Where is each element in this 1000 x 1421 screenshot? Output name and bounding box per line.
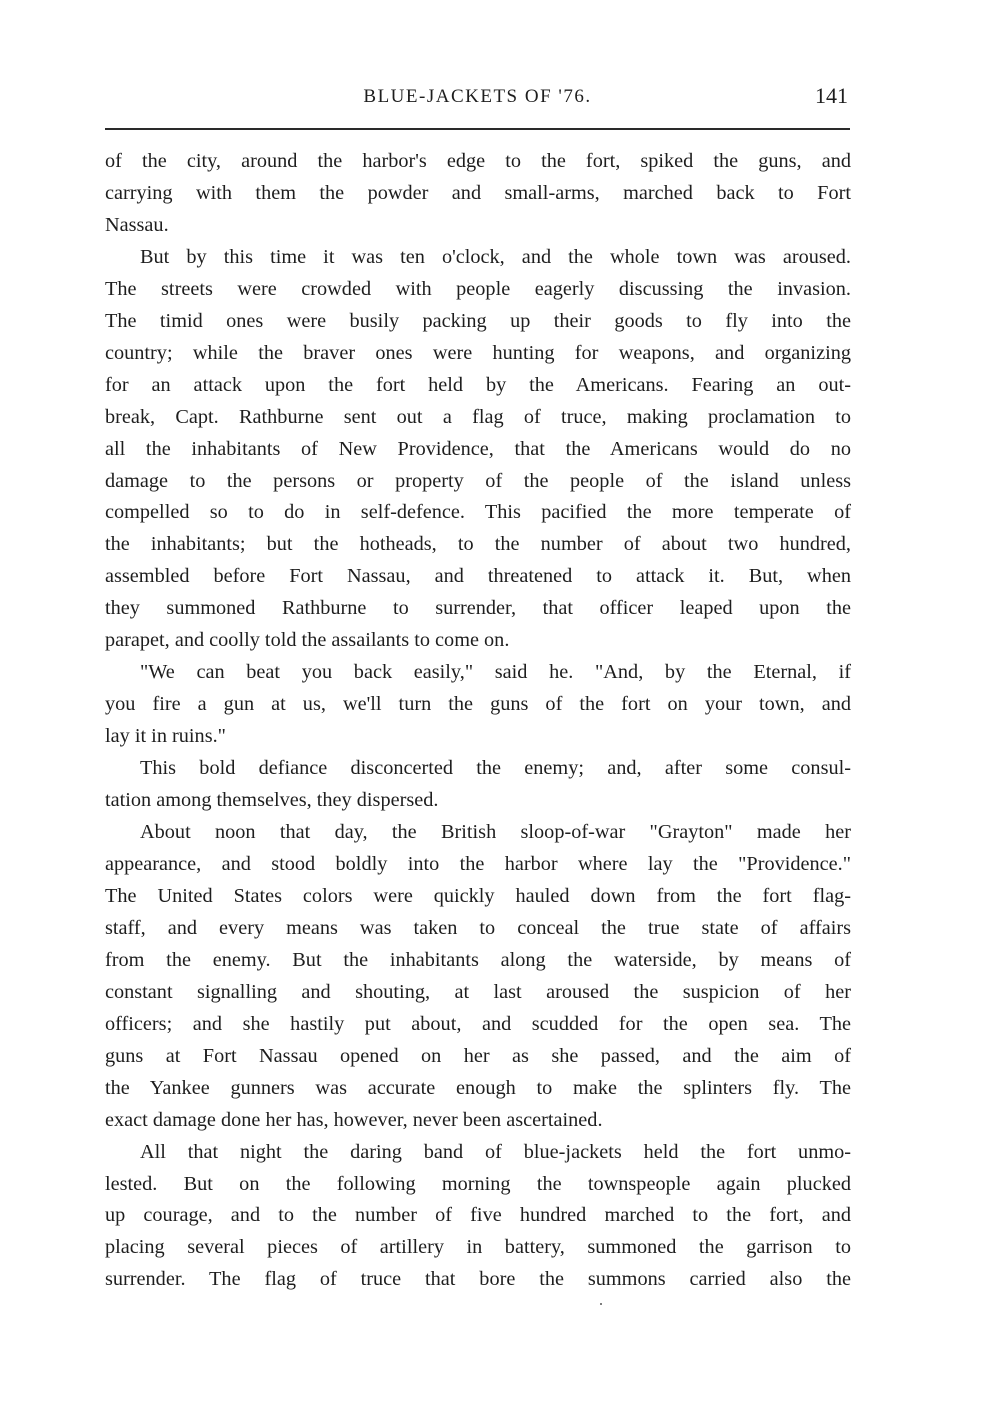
text-line: The United States colors were quickly hauled down from the fort flag- xyxy=(105,884,851,907)
text-line: Nassau. xyxy=(105,213,169,236)
text-line: parapet, and coolly told the assailants to come on. xyxy=(105,629,510,652)
text-line: country; while the braver ones were hunting for weapons, and organizing xyxy=(105,341,851,364)
page-number: 141 xyxy=(815,83,848,108)
text-line: they summoned Rathburne to surrender, that officer leaped upon the xyxy=(105,597,851,620)
text-line: the Yankee gunners was accurate enough to make the splinters fly. The xyxy=(105,1076,851,1099)
text-line: All that night the daring band of blue-jackets held the fort unmo- xyxy=(140,1140,851,1163)
text-line: from the enemy. But the inhabitants along the waterside, by means of xyxy=(105,948,851,971)
header-rule xyxy=(105,128,850,130)
text-line: carrying with them the powder and small-arms, marched back to Fort xyxy=(105,181,851,204)
text-line: staff, and every means was taken to conceal the true state of affairs xyxy=(105,916,851,939)
body-text xyxy=(105,146,851,1296)
text-line: the inhabitants; but the hotheads, to the number of about two hundred, xyxy=(105,533,851,556)
text-line: About noon that day, the British sloop-of-war "Grayton" made her xyxy=(140,821,851,844)
text-line: The streets were crowded with people eagerly discussing the invasion. xyxy=(105,277,851,300)
text-line: constant signalling and shouting, at last aroused the suspicion of her xyxy=(105,980,851,1003)
text-line: all the inhabitants of New Providence, that the Americans would do no xyxy=(105,437,851,460)
text-line: break, Capt. Rathburne sent out a flag of truce, making proclamation to xyxy=(105,405,851,428)
text-line: compelled so to do in self-defence. This pacified the more temperate of xyxy=(105,501,851,524)
text-line: tation among themselves, they dispersed. xyxy=(105,789,439,812)
text-line: placing several pieces of artillery in battery, summoned the garrison to xyxy=(105,1236,851,1259)
text-line: surrender. The flag of truce that bore the summons carried also the xyxy=(105,1268,851,1291)
text-line: damage to the persons or property of the people of the island unless xyxy=(105,469,851,492)
text-line: assembled before Fort Nassau, and threatened to attack it. But, when xyxy=(105,565,851,588)
text-line: "We can beat you back easily," said he. "And, by the Eternal, if xyxy=(140,661,851,684)
text-line: lay it in ruins." xyxy=(105,725,226,748)
text-line: exact damage done her has, however, never been ascertained. xyxy=(105,1108,603,1131)
text-line: lested. But on the following morning the townspeople again plucked xyxy=(105,1172,851,1195)
running-head xyxy=(105,83,850,116)
text-line: up courage, and to the number of five hundred marched to the fort, and xyxy=(105,1204,851,1227)
running-title: BLUE-JACKETS OF '76. xyxy=(363,86,592,107)
text-line: you fire a gun at us, we'll turn the guns of the fort on your town, and xyxy=(105,693,851,716)
text-line: This bold defiance disconcerted the enemy; and, after some consul- xyxy=(140,757,851,780)
text-line: officers; and she hastily put about, and scudded for the open sea. The xyxy=(105,1012,851,1035)
text-line: But by this time it was ten o'clock, and the whole town was aroused. xyxy=(140,245,851,268)
text-line: appearance, and stood boldly into the harbor where lay the "Providence." xyxy=(105,852,851,875)
text-line: of the city, around the harbor's edge to the fort, spiked the guns, and xyxy=(105,150,851,172)
print-speck xyxy=(600,1303,602,1305)
text-line: for an attack upon the fort held by the Americans. Fearing an out- xyxy=(105,373,851,396)
text-line: The timid ones were busily packing up their goods to fly into the xyxy=(105,309,851,332)
text-line: guns at Fort Nassau opened on her as she passed, and the aim of xyxy=(105,1044,851,1067)
